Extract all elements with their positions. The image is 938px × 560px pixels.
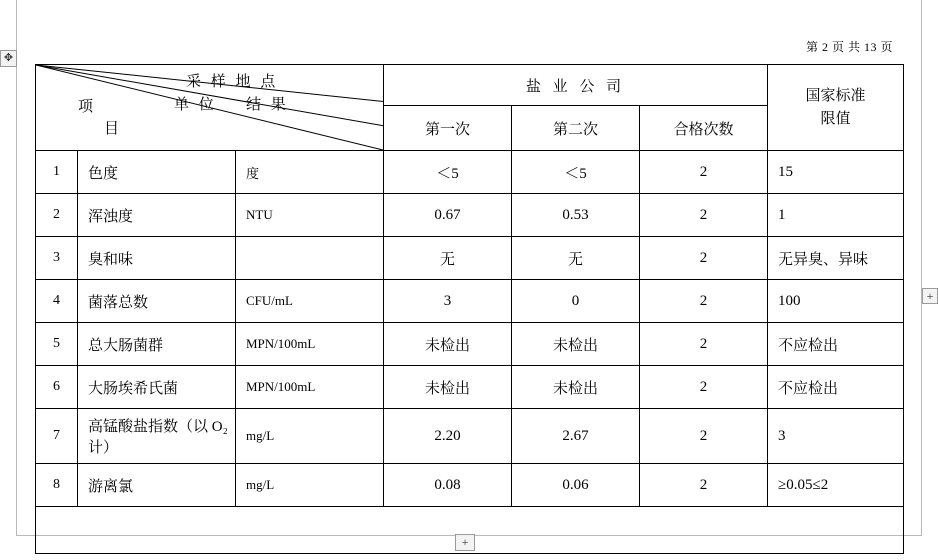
- row-standard-limit: 100: [768, 280, 904, 323]
- row-number: 1: [36, 151, 78, 194]
- row-item-name: 大肠埃希氏菌: [78, 366, 236, 409]
- document-page: [16, 0, 922, 536]
- table-row: [36, 280, 904, 323]
- row-number: 4: [36, 280, 78, 323]
- row-pass-count: 2: [640, 151, 768, 194]
- sub-header-second-test: 第二次: [512, 106, 640, 151]
- row-pass-count: 2: [640, 194, 768, 237]
- table-row: [36, 194, 904, 237]
- row-pass-count: 2: [640, 323, 768, 366]
- row-item-name: 浑浊度: [78, 194, 236, 237]
- row-standard-limit: ≥0.05≤2: [768, 464, 904, 507]
- row-result-second: 0.06: [512, 464, 640, 507]
- row-standard-limit: 1: [768, 194, 904, 237]
- table-row: [36, 464, 904, 507]
- table-header-row-1: [36, 65, 904, 106]
- standard-header: [768, 65, 904, 151]
- row-result-first: 无: [384, 237, 512, 280]
- row-item-name: 菌落总数: [78, 280, 236, 323]
- row-result-second: 无: [512, 237, 640, 280]
- row-result-first: 未检出: [384, 366, 512, 409]
- row-result-second: 未检出: [512, 366, 640, 409]
- row-unit: mg/L: [236, 409, 384, 464]
- row-result-second: 0.53: [512, 194, 640, 237]
- row-unit: [236, 237, 384, 280]
- row-item-name: 高锰酸盐指数（以 O₂ 计）: [78, 409, 236, 464]
- table-row: [36, 366, 904, 409]
- row-pass-count: 2: [640, 237, 768, 280]
- table-corner-header: [36, 65, 384, 151]
- row-pass-count: 2: [640, 464, 768, 507]
- table-row: [36, 237, 904, 280]
- row-item-name: 色度: [78, 151, 236, 194]
- row-unit: MPN/100mL: [236, 366, 384, 409]
- water-quality-table: [35, 64, 904, 554]
- row-item-name: 游离氯: [78, 464, 236, 507]
- row-unit: mg/L: [236, 464, 384, 507]
- row-number: 2: [36, 194, 78, 237]
- table-row: [36, 409, 904, 464]
- row-pass-count: 2: [640, 409, 768, 464]
- group-header-company: 盐 业 公 司: [384, 65, 768, 106]
- standard-header-line1: 国家标准: [805, 88, 866, 104]
- row-result-second: ＜5: [512, 151, 640, 194]
- sub-header-first-test: 第一次: [384, 106, 512, 151]
- corner-label-item-line1: 项: [78, 99, 97, 115]
- row-number: 3: [36, 237, 78, 280]
- table-row: [36, 151, 904, 194]
- row-result-second: 未检出: [512, 323, 640, 366]
- row-standard-limit: 不应检出: [768, 366, 904, 409]
- row-result-first: 2.20: [384, 409, 512, 464]
- sub-header-pass-count: 合格次数: [640, 106, 768, 151]
- add-row-button[interactable]: +: [455, 534, 475, 551]
- row-unit: CFU/mL: [236, 280, 384, 323]
- row-standard-limit: 3: [768, 409, 904, 464]
- row-unit: MPN/100mL: [236, 323, 384, 366]
- row-number: 6: [36, 366, 78, 409]
- row-item-name: 总大肠菌群: [78, 323, 236, 366]
- table-move-handle[interactable]: ✥: [0, 50, 17, 67]
- row-result-first: 未检出: [384, 323, 512, 366]
- row-standard-limit: 无异臭、异味: [768, 237, 904, 280]
- row-unit: NTU: [236, 194, 384, 237]
- row-unit: 度: [236, 151, 384, 194]
- row-number: 8: [36, 464, 78, 507]
- table-resize-handle[interactable]: +: [922, 288, 938, 304]
- row-standard-limit: 不应检出: [768, 323, 904, 366]
- corner-label-unit: 单 位: [174, 97, 217, 113]
- page-number-header: 第 2 页 共 13 页: [805, 40, 893, 54]
- standard-header-line2: 限值: [820, 110, 851, 127]
- row-result-first: 3: [384, 280, 512, 323]
- table-row: [36, 323, 904, 366]
- row-result-first: ＜5: [384, 151, 512, 194]
- corner-label-item-line2: 目: [104, 121, 123, 137]
- row-number: 7: [36, 409, 78, 464]
- row-number: 5: [36, 323, 78, 366]
- row-standard-limit: 15: [768, 151, 904, 194]
- row-pass-count: 2: [640, 280, 768, 323]
- row-result-first: 0.67: [384, 194, 512, 237]
- row-item-name: 臭和味: [78, 237, 236, 280]
- row-result-first: 0.08: [384, 464, 512, 507]
- row-pass-count: 2: [640, 366, 768, 409]
- row-result-second: 2.67: [512, 409, 640, 464]
- row-result-second: 0: [512, 280, 640, 323]
- corner-label-sampling-place: 采 样 地 点: [186, 74, 279, 90]
- corner-label-result: 结 果: [246, 97, 289, 113]
